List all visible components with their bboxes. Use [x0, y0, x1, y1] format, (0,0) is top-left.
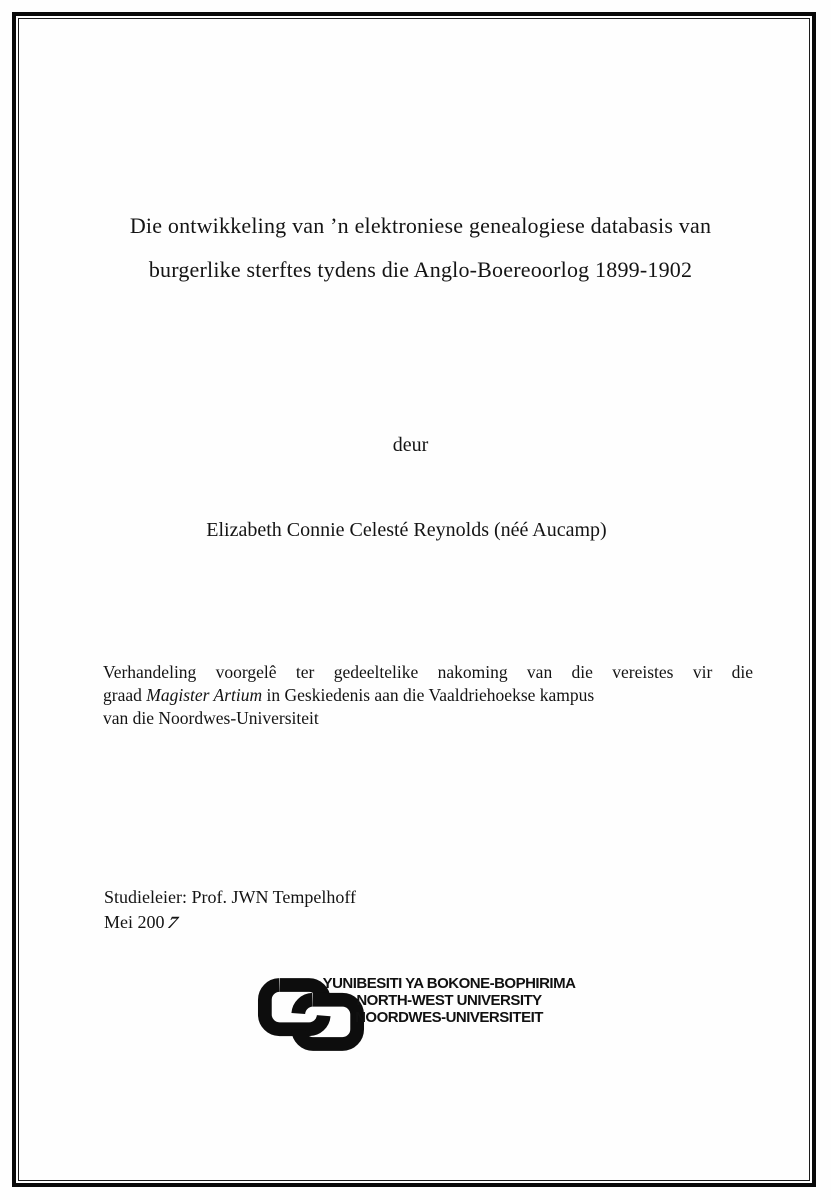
thesis-title — [30, 204, 811, 292]
logo-line-afrikaans: NOORDWES-UNIVERSITEIT — [355, 1009, 543, 1026]
thesis-title-line2: burgerlike sterftes tydens die Anglo-Boereoorlog 1899-1902 — [148, 257, 693, 282]
declaration-line2-post: in Geskiedenis aan die Vaaldriehoekse kampus — [262, 685, 595, 705]
supervisor-block — [104, 885, 356, 935]
logo-line-english: NORTH-WEST UNIVERSITY — [356, 992, 542, 1009]
supervisor-line: Studieleier: Prof. JWN Tempelhoff — [104, 887, 357, 907]
nwu-logo-text — [318, 975, 580, 1026]
date-line — [104, 910, 356, 935]
logo-line-setswana: YUNIBESITI YA BOKONE-BOPHIRIMA — [322, 975, 576, 992]
date-digit-seven: 7 — [163, 912, 182, 932]
byline-deur: deur — [392, 434, 429, 456]
degree-name-italic: Magister Artium — [146, 685, 263, 705]
date-prefix: Mei 200 — [104, 912, 165, 932]
declaration-line3: van die Noordwes-Universiteit — [103, 708, 319, 728]
thesis-title-line1: Die ontwikkeling van ’n elektroniese genealogiese databasis van — [129, 213, 712, 238]
author-name: Elizabeth Connie Celesté Reynolds (néé Aucamp) — [206, 519, 607, 541]
declaration-line1: Verhandeling voorgelê ter gedeeltelike nakoming van die vereistes vir die — [103, 662, 753, 682]
degree-declaration — [103, 661, 753, 730]
declaration-line2 — [103, 684, 753, 707]
declaration-line2-pre: graad — [103, 685, 147, 705]
